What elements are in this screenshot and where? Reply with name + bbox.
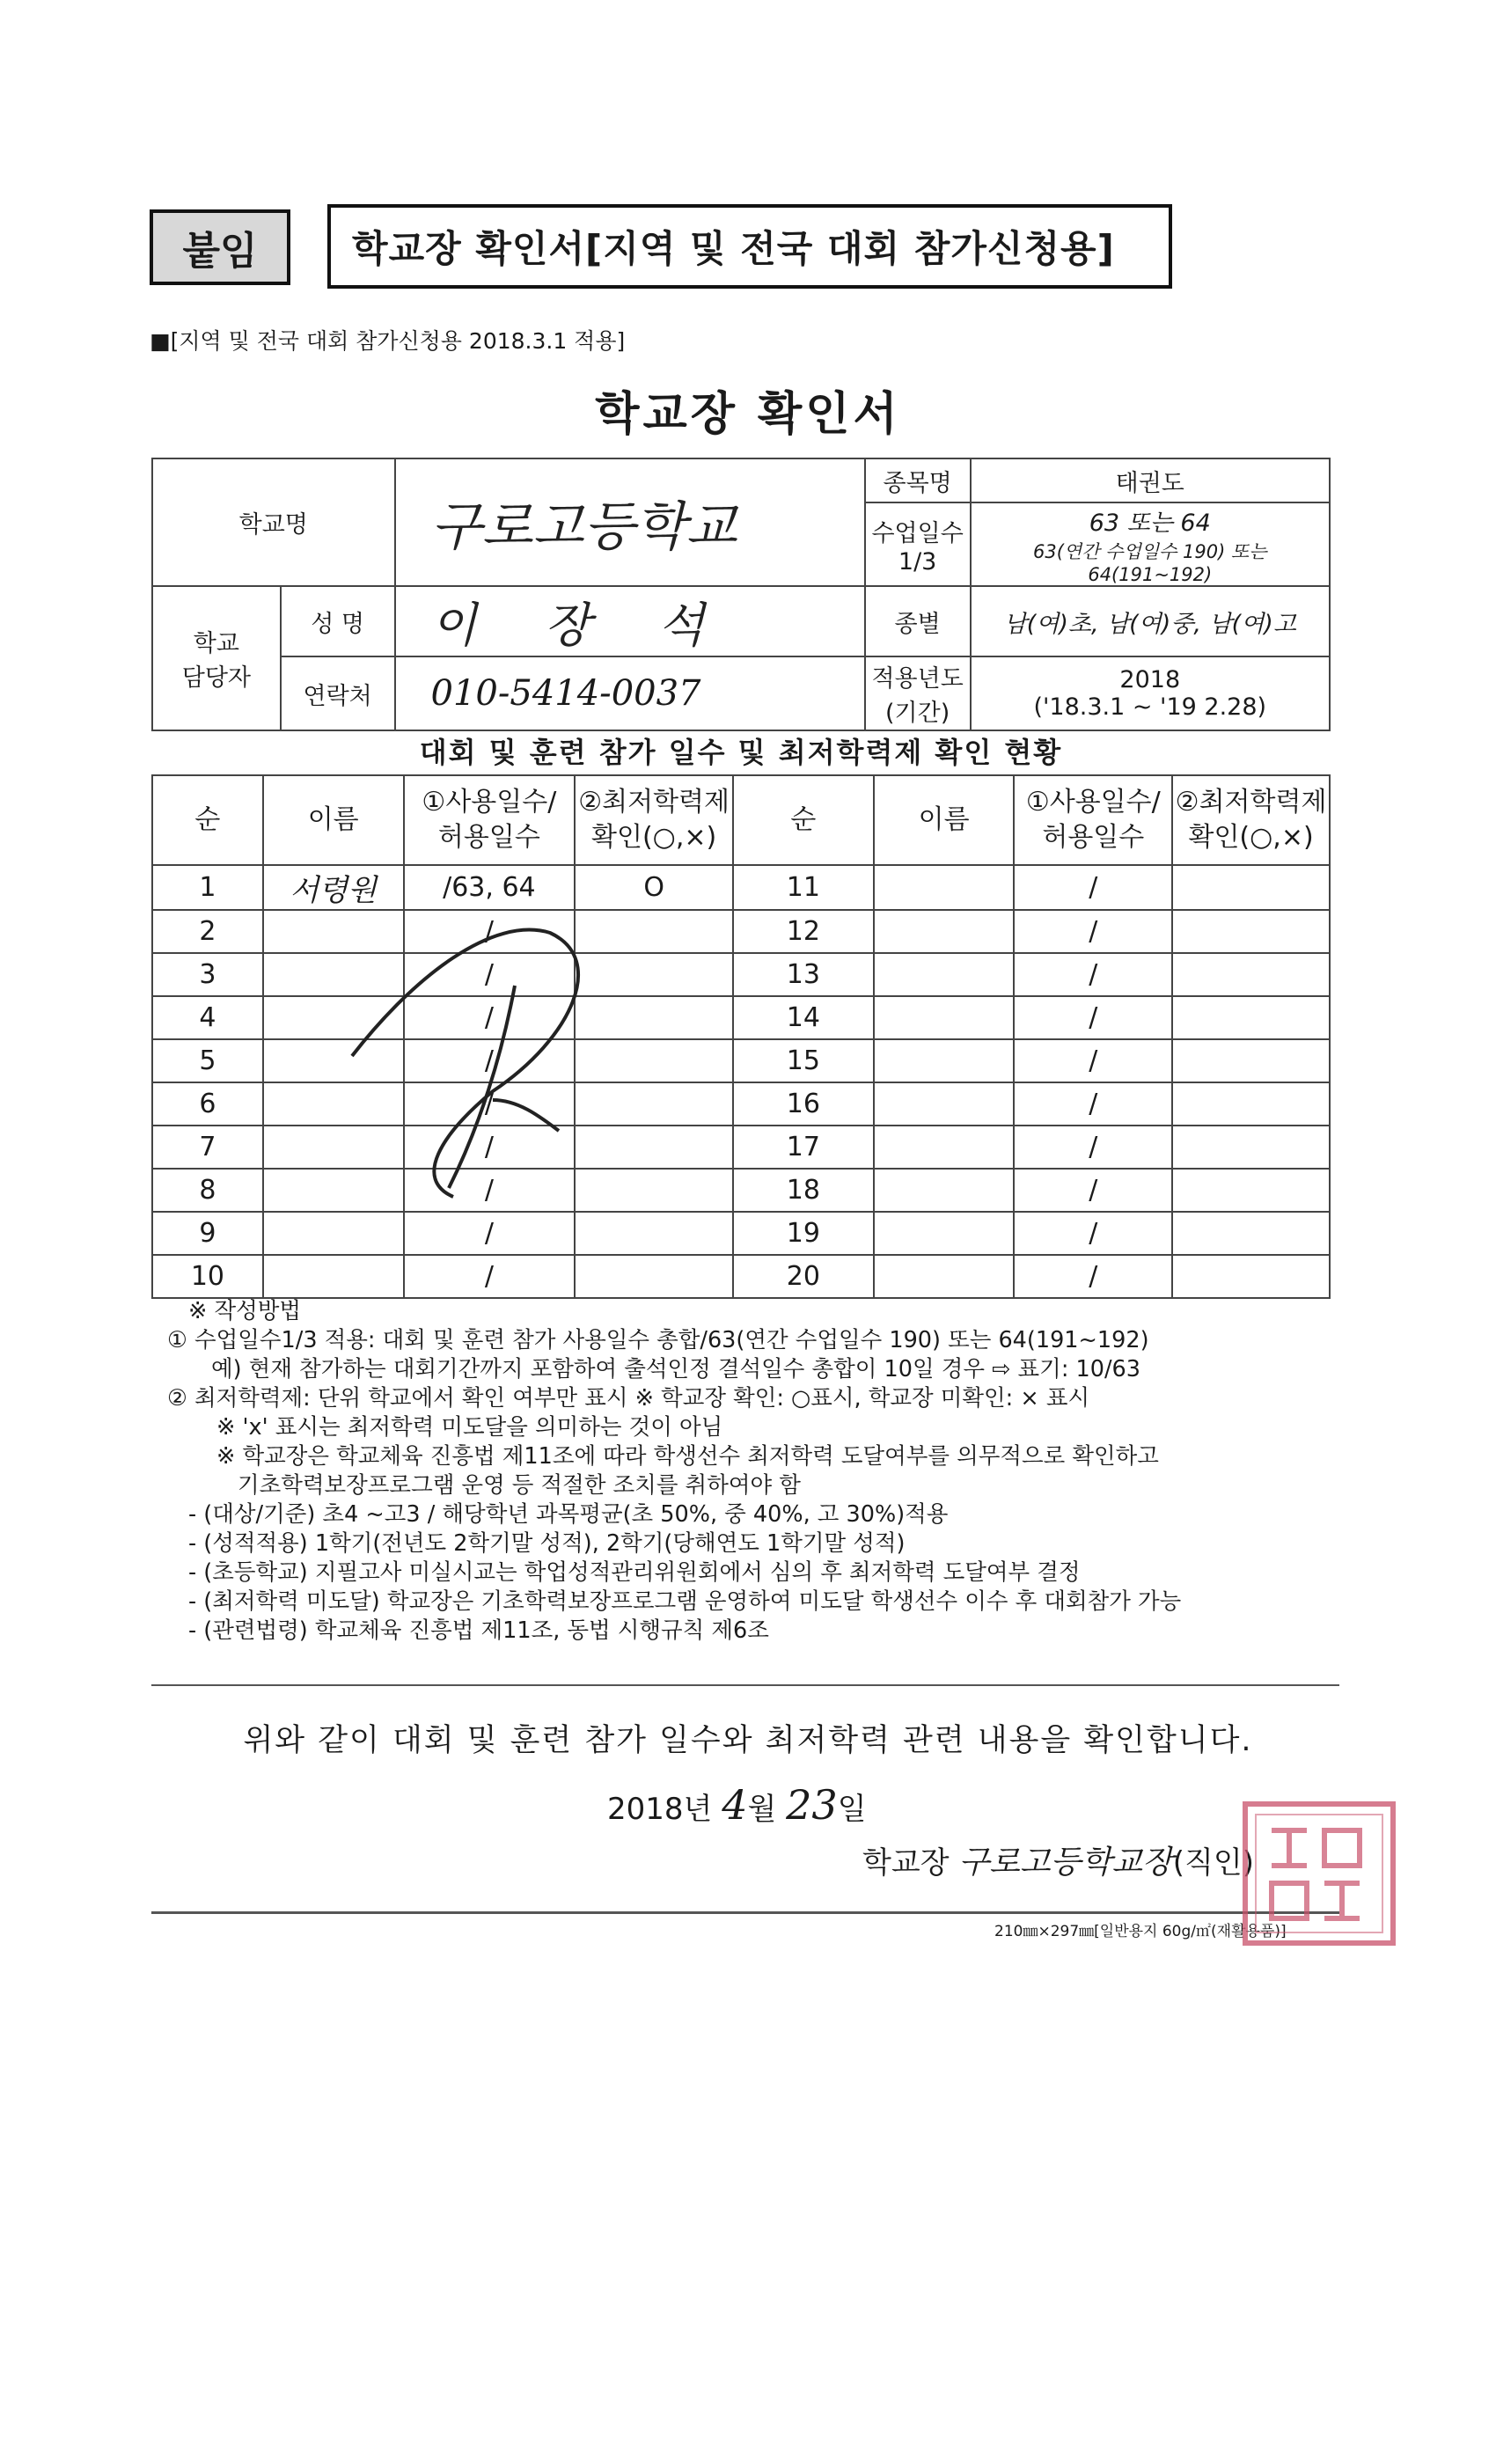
date-day-label: 일	[837, 1792, 867, 1827]
row-no-right: 13	[733, 953, 874, 996]
category-value: 남(여)초, 남(여)중, 남(여)고	[971, 586, 1330, 656]
category-label: 종별	[865, 586, 971, 656]
col-days-header-line1: ①사용일수/	[422, 786, 557, 818]
date-day-handwritten: 23	[786, 1781, 838, 1829]
row-no: 9	[152, 1212, 263, 1255]
seal-label: (직인)	[1172, 1845, 1255, 1881]
date-month-label: 월	[747, 1792, 777, 1827]
row-no-right: 15	[733, 1039, 874, 1082]
row-no: 6	[152, 1082, 263, 1126]
note-line: ※ 'x' 표시는 최저학력 미도달을 의미하는 것이 아님	[216, 1414, 723, 1441]
section-title: 대회 및 훈련 참가 일수 및 최저학력제 확인 현황	[419, 736, 1063, 769]
col-min-header-right-line1: ②최저학력제	[1175, 786, 1327, 818]
class-days-label-line1: 수업일수	[871, 519, 964, 547]
class-days-value-line2: 63(연간 수업일수 190) 또는 64(191~192)	[1033, 541, 1267, 585]
note-line: - (성적적용) 1학기(전년도 2학기말 성적), 2학기(당해연도 1학기말 성적)	[188, 1530, 906, 1557]
row-days: /	[404, 910, 576, 953]
row-no-right: 17	[733, 1126, 874, 1169]
note-line: - (대상/기준) 초4 ~고3 / 해당학년 과목평균(초 50%, 중 40%, 고 30%)적용	[188, 1501, 949, 1528]
note-line: - (관련법령) 학교체육 진흥법 제11조, 동법 시행규칙 제6조	[188, 1617, 769, 1644]
col-min-header-line2: 확인(○,×)	[591, 822, 717, 853]
period-label-line1: 적용년도	[871, 665, 964, 693]
row-days-right: /	[1014, 1082, 1172, 1126]
staff-name-label: 성 명	[281, 586, 395, 656]
row-days: /	[404, 996, 576, 1039]
row-no-right: 20	[733, 1255, 874, 1298]
row-name: 서령원	[263, 865, 404, 910]
row-no-right: 16	[733, 1082, 874, 1126]
form-header-title: 학교장 확인서[지역 및 전국 대회 참가신청용]	[352, 227, 1115, 270]
col-min-header-right-line2: 확인(○,×)	[1188, 822, 1314, 853]
school-name-value: 구로고등학교	[395, 458, 865, 586]
form-sub-note: ■[지역 및 전국 대회 참가신청용 2018.3.1 적용]	[150, 328, 626, 354]
col-days-header-right-line2: 허용일수	[1042, 822, 1145, 853]
row-days-right: /	[1014, 910, 1172, 953]
note-line: 예) 현재 참가하는 대회기간까지 포함하여 출석인정 결석일수 총합이 10일 경우 ⇨ 표기: 10/63	[211, 1356, 1140, 1382]
row-no: 3	[152, 953, 263, 996]
note-line: ※ 학교장은 학교체육 진흥법 제11조에 따라 학생선수 최저학력 도달여부를 의무적으로 확인하고	[216, 1443, 1159, 1470]
row-days: /	[404, 1039, 576, 1082]
row-days: /	[404, 1212, 576, 1255]
note-line: ① 수업일수1/3 적용: 대회 및 훈련 참가 사용일수 총합/63(연간 수업일수 190) 또는 64(191~192)	[167, 1327, 1149, 1353]
row-days-right: /	[1014, 1169, 1172, 1212]
row-no: 1	[152, 865, 263, 910]
row-days-right: /	[1014, 1212, 1172, 1255]
school-name-label: 학교명	[152, 458, 395, 586]
principal-signature: 구로고등학교장	[958, 1844, 1173, 1881]
row-no: 8	[152, 1169, 263, 1212]
row-days-right: /	[1014, 1255, 1172, 1298]
row-days-right: /	[1014, 865, 1172, 910]
note-line: ※ 작성방법	[188, 1298, 302, 1324]
note-line: - (초등학교) 지필고사 미실시교는 학업성적관리위원회에서 심의 후 최저학력 도달여부 결정	[188, 1559, 1081, 1586]
period-label-line2: (기간)	[885, 700, 950, 727]
row-days: /	[404, 1255, 576, 1298]
row-no-right: 11	[733, 865, 874, 910]
col-days-header-line2: 허용일수	[437, 822, 540, 853]
col-days-header-right-line1: ①사용일수/	[1025, 786, 1161, 818]
staff-contact-value: 010-5414-0037	[395, 656, 865, 730]
row-days-right: /	[1014, 996, 1172, 1039]
period-value-line1: 2018	[1119, 666, 1181, 693]
staff-label-line1: 학교	[193, 630, 239, 657]
row-days-right: /	[1014, 953, 1172, 996]
class-days-label-line2: 1/3	[898, 547, 937, 576]
row-days: /	[404, 953, 576, 996]
col-no-header: 순	[152, 775, 263, 865]
col-name-header-right: 이름	[874, 775, 1015, 865]
row-no-right: 18	[733, 1169, 874, 1212]
date-month-handwritten: 4	[722, 1781, 748, 1829]
row-no: 7	[152, 1126, 263, 1169]
row-min: O	[575, 865, 733, 910]
row-days: /	[404, 1169, 576, 1212]
confirmation-statement: 위와 같이 대회 및 훈련 참가 일수와 최저학력 관련 내용을 확인합니다.	[243, 1723, 1253, 1758]
row-no-right: 14	[733, 996, 874, 1039]
sport-value: 태권도	[971, 458, 1330, 502]
principal-label: 학교장	[862, 1845, 950, 1881]
row-days: /63, 64	[404, 865, 576, 910]
period-value-line2: ('18.3.1 ~ '19 2.28)	[1033, 693, 1267, 721]
row-no: 4	[152, 996, 263, 1039]
attachment-tag-label: 붙임	[182, 229, 258, 274]
class-days-value-line1: 63 또는 64	[1089, 510, 1211, 537]
note-line: - (최저학력 미도달) 학교장은 기초학력보장프로그램 운영하여 미도달 학생선수 이수 후 대회참가 가능	[188, 1588, 1182, 1615]
row-no-right: 12	[733, 910, 874, 953]
document-title: 학교장 확인서	[595, 388, 901, 441]
row-no: 2	[152, 910, 263, 953]
row-days: /	[404, 1082, 576, 1126]
date-year: 2018년	[607, 1792, 713, 1827]
row-days-right: /	[1014, 1039, 1172, 1082]
note-line: ② 최저학력제: 단위 학교에서 확인 여부만 표시 ※ 학교장 확인: ○표시, 학교장 미확인: × 표시	[167, 1385, 1090, 1412]
row-no-right: 19	[733, 1212, 874, 1255]
staff-contact-label: 연락처	[281, 656, 395, 730]
staff-label-line2: 담당자	[181, 664, 251, 692]
col-name-header: 이름	[263, 775, 404, 865]
staff-name-value: 이 장 석	[395, 586, 865, 656]
col-min-header-line1: ②최저학력제	[578, 786, 730, 818]
note-line: 기초학력보장프로그램 운영 등 적절한 조치를 취하여야 함	[238, 1472, 801, 1499]
col-no-header-right: 순	[733, 775, 874, 865]
paper-spec-note: 210㎜×297㎜[일반용지 60g/㎡(재활용품)]	[994, 1923, 1287, 1940]
sport-label: 종목명	[865, 458, 971, 502]
row-no: 10	[152, 1255, 263, 1298]
row-no: 5	[152, 1039, 263, 1082]
row-days-right: /	[1014, 1126, 1172, 1169]
row-days: /	[404, 1126, 576, 1169]
